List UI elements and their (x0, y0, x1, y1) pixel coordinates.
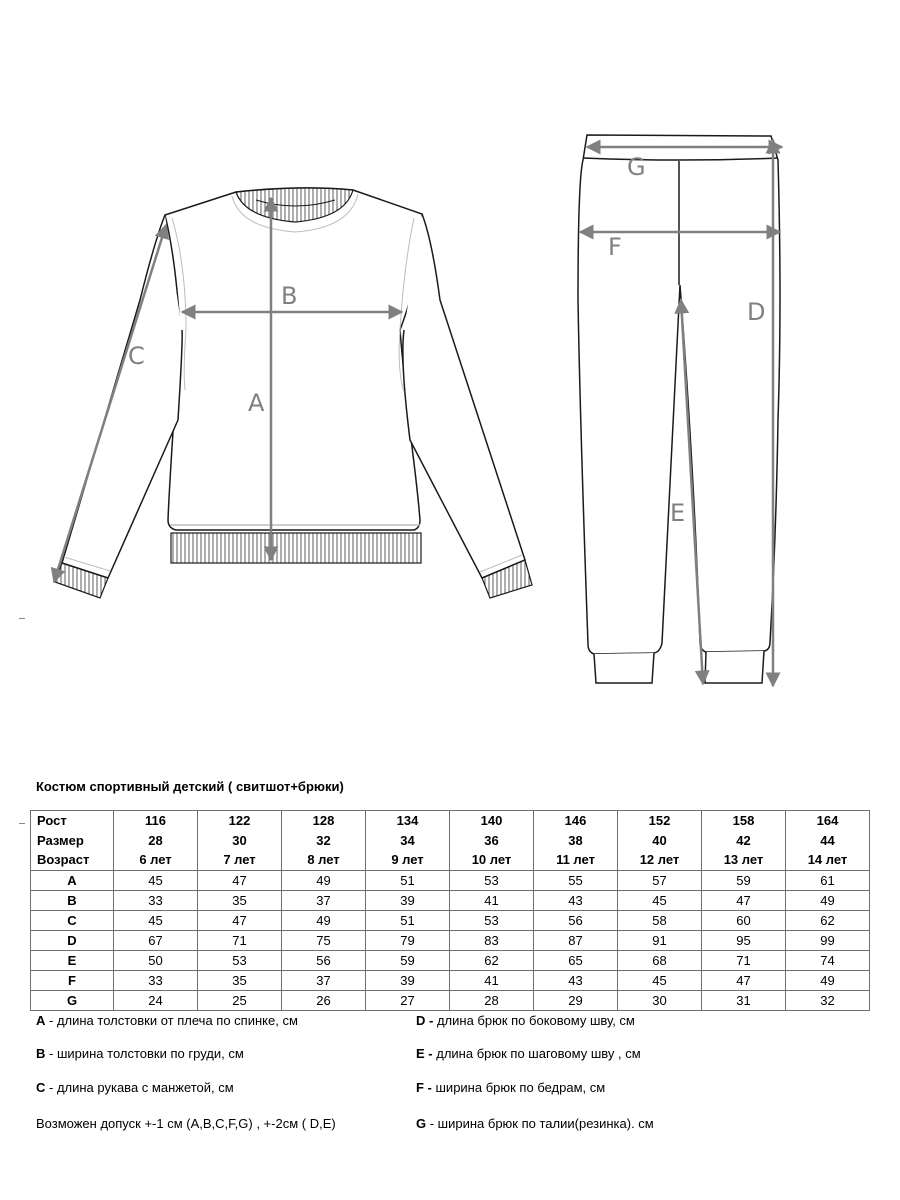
pants-right-cuff (705, 651, 764, 683)
param-cell: G (31, 990, 114, 1010)
value-cell: 59 (366, 950, 450, 970)
value-cell: 28 (450, 990, 534, 1010)
measure-label-b: B (281, 282, 298, 310)
value-cell: 41 (450, 890, 534, 910)
stray-mark (19, 823, 25, 824)
table-header-row (31, 811, 870, 871)
header-label-height: Рост (37, 813, 67, 828)
value-cell: 27 (366, 990, 450, 1010)
page-title: Костюм спортивный детский ( свитшот+брюки) (36, 779, 344, 794)
size-table (30, 810, 870, 1011)
value-cell: 56 (282, 950, 366, 970)
header-label-age: Возраст (37, 852, 90, 867)
value-cell: 35 (198, 890, 282, 910)
param-cell: A (31, 870, 114, 890)
value-cell: 51 (366, 910, 450, 930)
value-cell: 51 (366, 870, 450, 890)
value-cell: 47 (198, 910, 282, 930)
legend-g: G - ширина брюк по талии(резинка). см (416, 1116, 654, 1131)
value-cell: 25 (198, 990, 282, 1010)
size-column-header: 152 40 12 лет (618, 811, 702, 871)
header-label-size: Размер (37, 832, 84, 848)
value-cell: 58 (618, 910, 702, 930)
value-cell: 49 (282, 870, 366, 890)
value-cell: 71 (702, 950, 786, 970)
value-cell: 45 (618, 890, 702, 910)
size-column-header: 116 28 6 лет (114, 811, 198, 871)
value-cell: 49 (786, 890, 870, 910)
value-cell: 33 (114, 890, 198, 910)
value-cell: 39 (366, 970, 450, 990)
value-cell: 59 (702, 870, 786, 890)
value-cell: 47 (702, 890, 786, 910)
value-cell: 62 (450, 950, 534, 970)
value-cell: 65 (534, 950, 618, 970)
value-cell: 41 (450, 970, 534, 990)
value-cell: 43 (534, 970, 618, 990)
legend-a: A - длина толстовки от плеча по спинке, см (36, 1013, 298, 1028)
value-cell: 87 (534, 930, 618, 950)
param-cell: D (31, 930, 114, 950)
value-cell: 50 (114, 950, 198, 970)
param-cell: B (31, 890, 114, 910)
size-column-header: 122 30 7 лет (198, 811, 282, 871)
value-cell: 79 (366, 930, 450, 950)
value-cell: 49 (786, 970, 870, 990)
value-cell: 61 (786, 870, 870, 890)
measure-label-d: D (747, 298, 766, 326)
size-column-header: 140 36 10 лет (450, 811, 534, 871)
param-cell: C (31, 910, 114, 930)
measure-label-e: E (670, 499, 686, 527)
value-cell: 49 (282, 910, 366, 930)
legend-tolerance: Возможен допуск +-1 см (A,B,C,F,G) , +-2см ( D,E) (36, 1116, 336, 1131)
size-column-header: 158 42 13 лет (702, 811, 786, 871)
value-cell: 47 (702, 970, 786, 990)
table-row (31, 890, 870, 910)
measure-label-f: F (608, 233, 622, 261)
legend-e: E - длина брюк по шаговому шву , см (416, 1046, 641, 1061)
value-cell: 74 (786, 950, 870, 970)
value-cell: 30 (618, 990, 702, 1010)
value-cell: 31 (702, 990, 786, 1010)
value-cell: 99 (786, 930, 870, 950)
sweatshirt-left-sleeve (62, 215, 182, 578)
value-cell: 37 (282, 970, 366, 990)
value-cell: 33 (114, 970, 198, 990)
size-column-header: 146 38 11 лет (534, 811, 618, 871)
value-cell: 39 (366, 890, 450, 910)
measure-rows (31, 870, 870, 1010)
value-cell: 53 (450, 910, 534, 930)
value-cell: 45 (114, 870, 198, 890)
stray-mark (19, 618, 25, 619)
value-cell: 83 (450, 930, 534, 950)
legend-b: B - ширина толстовки по груди, см (36, 1046, 244, 1061)
value-cell: 57 (618, 870, 702, 890)
measure-label-c: C (128, 342, 145, 370)
value-cell: 75 (282, 930, 366, 950)
table-row (31, 910, 870, 930)
header-labels-cell (31, 811, 114, 871)
param-cell: E (31, 950, 114, 970)
measure-label-g: G (627, 153, 646, 181)
size-column-header: 134 34 9 лет (366, 811, 450, 871)
value-cell: 43 (534, 890, 618, 910)
value-cell: 29 (534, 990, 618, 1010)
value-cell: 60 (702, 910, 786, 930)
pants-drawing (578, 135, 782, 686)
pants-left-cuff (594, 653, 654, 683)
legend-d: D - длина брюк по боковому шву, см (416, 1013, 635, 1028)
value-cell: 55 (534, 870, 618, 890)
value-cell: 68 (618, 950, 702, 970)
value-cell: 91 (618, 930, 702, 950)
table-row (31, 870, 870, 890)
value-cell: 53 (450, 870, 534, 890)
table-row (31, 950, 870, 970)
value-cell: 32 (786, 990, 870, 1010)
value-cell: 45 (618, 970, 702, 990)
value-cell: 67 (114, 930, 198, 950)
value-cell: 24 (114, 990, 198, 1010)
value-cell: 53 (198, 950, 282, 970)
value-cell: 56 (534, 910, 618, 930)
table-row (31, 930, 870, 950)
size-column-header: 128 32 8 лет (282, 811, 366, 871)
value-cell: 62 (786, 910, 870, 930)
table-row (31, 990, 870, 1010)
value-cell: 95 (702, 930, 786, 950)
legend-c: C - длина рукава с манжетой, см (36, 1080, 234, 1095)
sweatshirt-drawing (54, 188, 532, 598)
measure-label-a: A (248, 389, 265, 417)
value-cell: 71 (198, 930, 282, 950)
value-cell: 35 (198, 970, 282, 990)
param-cell: F (31, 970, 114, 990)
sweatshirt-waist-rib (171, 533, 421, 563)
table-row (31, 970, 870, 990)
sweatshirt-right-sleeve (403, 214, 525, 578)
size-column-header: 164 44 14 лет (786, 811, 870, 871)
value-cell: 47 (198, 870, 282, 890)
value-cell: 37 (282, 890, 366, 910)
value-cell: 45 (114, 910, 198, 930)
legend-f: F - ширина брюк по бедрам, см (416, 1080, 606, 1095)
value-cell: 26 (282, 990, 366, 1010)
sweatshirt-body (165, 188, 423, 530)
